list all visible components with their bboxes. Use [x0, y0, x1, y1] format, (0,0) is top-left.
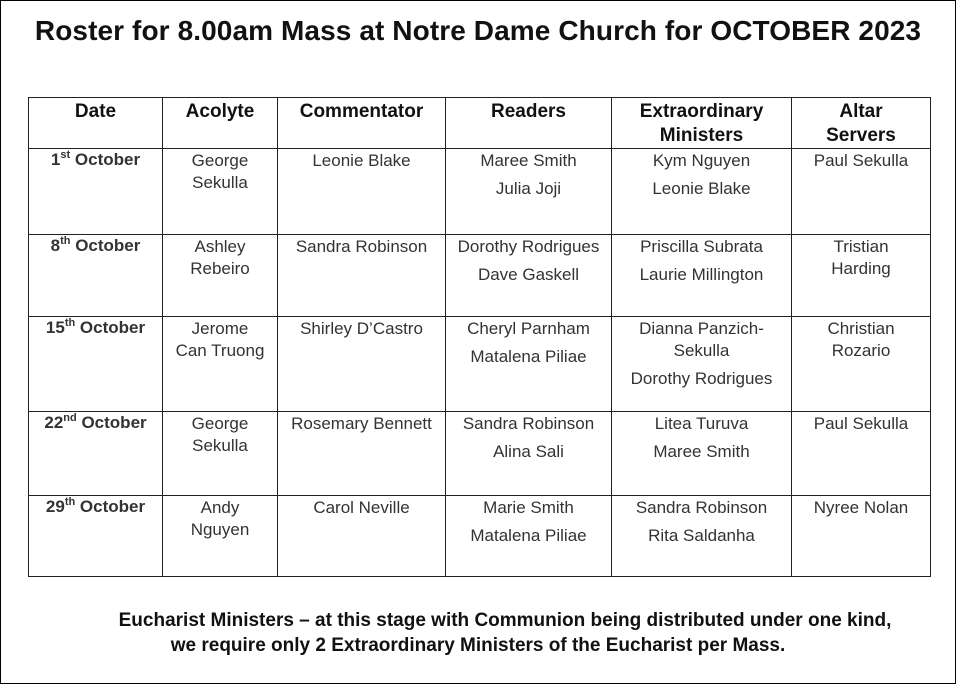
date-cell: 15th October — [29, 317, 163, 412]
ministers-cell — [612, 317, 792, 412]
acolyte-cell-name: Rebeiro — [190, 259, 250, 278]
readers-cell — [446, 412, 612, 496]
ministers-cell-name: Priscilla Subrata — [640, 237, 763, 256]
footer-line-2: we require only 2 Extraordinary Ministers of the Eucharist per Mass. — [170, 635, 786, 656]
altar-servers-cell — [792, 149, 931, 235]
altar-servers-cell-name: Christian — [827, 319, 895, 338]
ministers-cell-name: Dorothy Rodrigues — [630, 369, 773, 388]
acolyte-cell — [163, 496, 278, 577]
readers-cell — [446, 496, 612, 577]
readers-cell-name: Maree Smith — [480, 151, 577, 170]
footer-line-1: Eucharist Ministers – at this stage with Communion being distributed under one kind, — [118, 610, 892, 631]
roster-table — [28, 97, 931, 577]
table-row — [29, 496, 931, 577]
ministers-cell-name: Kym Nguyen — [652, 151, 751, 170]
readers-cell-name: Cheryl Parnham — [467, 319, 590, 338]
acolyte-cell-name: George — [191, 151, 249, 170]
footer-note — [1, 608, 955, 658]
altar-servers-cell-name: Rozario — [831, 341, 891, 360]
altar-servers-cell-name: Nyree Nolan — [813, 498, 909, 517]
acolyte-cell-name: Can Truong — [175, 341, 265, 360]
header-altar-servers: Altar Servers — [792, 98, 931, 149]
ministers-cell-name: Leonie Blake — [652, 179, 751, 198]
date-cell: 22nd October — [29, 412, 163, 496]
ministers-cell-name: Sekulla — [673, 341, 730, 360]
readers-cell-name: Sandra Robinson — [462, 414, 595, 433]
table-row — [29, 235, 931, 317]
readers-cell-name: Dorothy Rodrigues — [457, 237, 600, 256]
ministers-cell-name: Rita Saldanha — [648, 526, 755, 545]
acolyte-cell — [163, 412, 278, 496]
header-row — [29, 98, 931, 149]
date-cell: 1st October — [29, 149, 163, 235]
altar-servers-cell — [792, 317, 931, 412]
readers-cell-name: Marie Smith — [483, 498, 574, 517]
altar-servers-cell-name: Paul Sekulla — [813, 151, 909, 170]
readers-cell-name: Julia Joji — [495, 179, 562, 198]
ministers-cell-name: Laurie Millington — [639, 265, 764, 284]
acolyte-cell-name: Sekulla — [192, 436, 248, 455]
header-commentator: Commentator — [278, 98, 446, 149]
commentator-cell: Carol Neville — [278, 496, 446, 577]
readers-cell-name: Dave Gaskell — [477, 265, 580, 284]
altar-servers-cell-name: Paul Sekulla — [813, 414, 909, 433]
altar-servers-cell-name: Tristian — [833, 237, 889, 256]
commentator-cell: Leonie Blake — [278, 149, 446, 235]
readers-cell — [446, 317, 612, 412]
date-cell: 8th October — [29, 235, 163, 317]
ministers-cell-name: Dianna Panzich- — [639, 319, 764, 338]
commentator-cell: Shirley D’Castro — [278, 317, 446, 412]
readers-cell — [446, 235, 612, 317]
table-row — [29, 317, 931, 412]
altar-servers-cell — [792, 412, 931, 496]
page-title: Roster for 8.00am Mass at Notre Dame Church for OCTOBER 2023 — [34, 15, 922, 46]
ministers-cell-name: Litea Turuva — [654, 414, 749, 433]
date-cell: 29th October — [29, 496, 163, 577]
acolyte-cell-name: Andy — [200, 498, 240, 517]
ministers-cell — [612, 496, 792, 577]
ministers-cell — [612, 412, 792, 496]
acolyte-cell-name: Ashley — [194, 237, 246, 256]
readers-cell-name: Alina Sali — [493, 442, 564, 461]
commentator-cell: Sandra Robinson — [278, 235, 446, 317]
altar-servers-cell — [792, 496, 931, 577]
acolyte-cell-name: George — [191, 414, 249, 433]
header-date: Date — [29, 98, 163, 149]
header-ministers: Extraordinary Ministers — [612, 98, 792, 149]
acolyte-cell-name: Sekulla — [192, 173, 248, 192]
acolyte-cell-name: Jerome — [191, 319, 249, 338]
acolyte-cell — [163, 235, 278, 317]
ministers-cell-name: Sandra Robinson — [635, 498, 768, 517]
acolyte-cell — [163, 149, 278, 235]
header-acolyte: Acolyte — [163, 98, 278, 149]
altar-servers-cell-name: Harding — [831, 259, 891, 278]
acolyte-cell — [163, 317, 278, 412]
commentator-cell: Rosemary Bennett — [278, 412, 446, 496]
readers-cell-name: Matalena Piliae — [470, 526, 587, 545]
readers-cell — [446, 149, 612, 235]
readers-cell-name: Matalena Piliae — [470, 347, 587, 366]
header-readers: Readers — [446, 98, 612, 149]
table-row — [29, 149, 931, 235]
ministers-cell-name: Maree Smith — [653, 442, 750, 461]
altar-servers-cell — [792, 235, 931, 317]
ministers-cell — [612, 235, 792, 317]
ministers-cell — [612, 149, 792, 235]
acolyte-cell-name: Nguyen — [190, 520, 250, 539]
table-row — [29, 412, 931, 496]
